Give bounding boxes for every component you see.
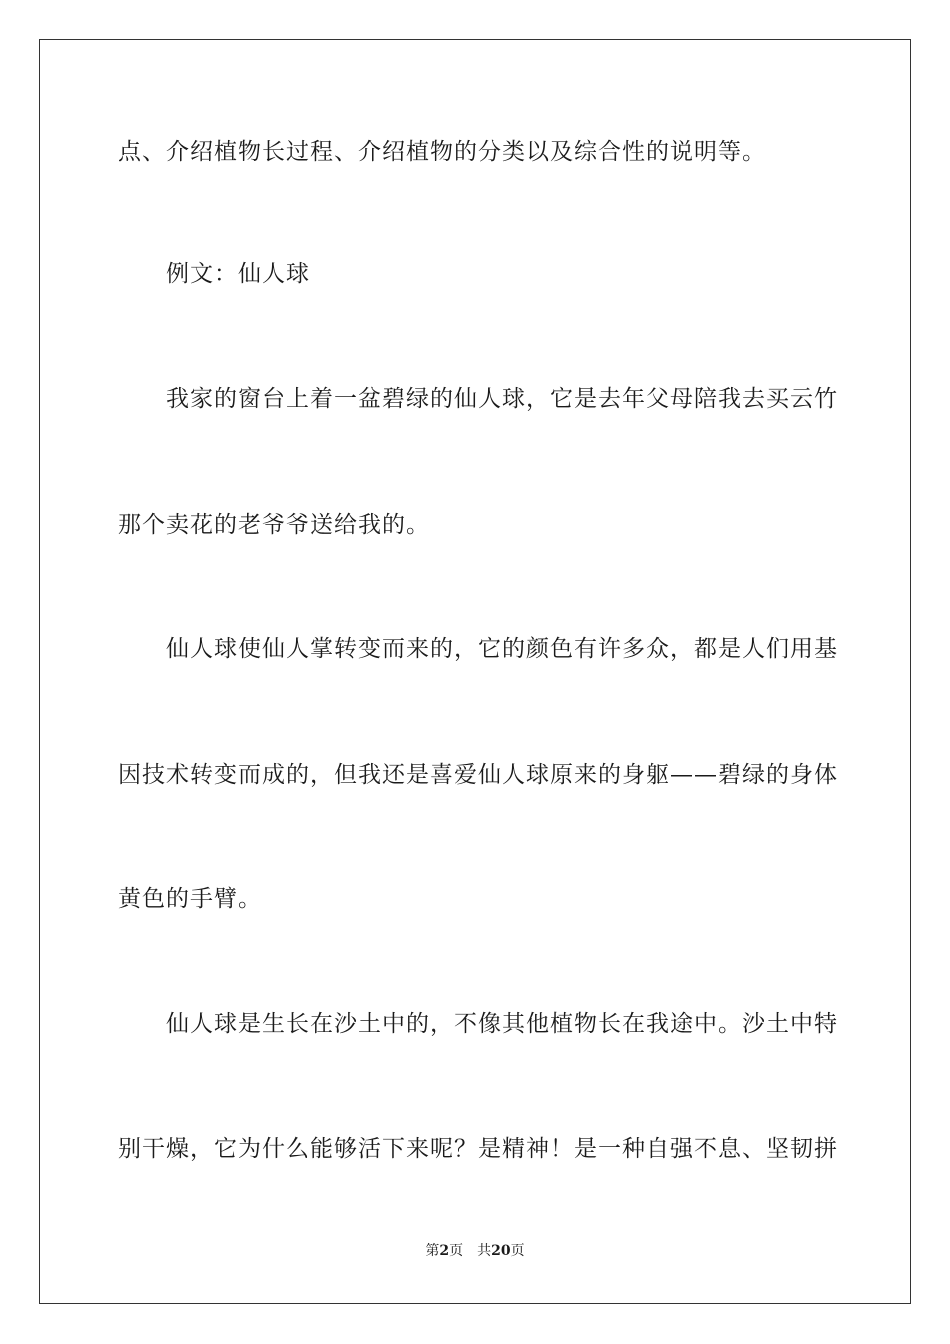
text-line-6: 因技术转变而成的，但我还是喜爱仙人球原来的身躯——碧绿的身体	[118, 762, 838, 788]
text-line-2: 例文：仙人球	[166, 261, 310, 287]
text-line-7: 黄色的手臂。	[118, 886, 262, 912]
footer-total-prefix: 共	[477, 1243, 492, 1259]
text-line-1: 点、介绍植物长过程、介绍植物的分类以及综合性的说明等。	[118, 139, 766, 165]
text-line-5: 仙人球使仙人掌转变而来的，它的颜色有许多众，都是人们用基	[166, 636, 838, 662]
text-line-4: 那个卖花的老爷爷送给我的。	[118, 512, 430, 538]
footer-page-number: 2	[439, 1243, 450, 1259]
text-line-9: 别干燥，它为什么能够活下来呢？是精神！是一种自强不息、坚韧拼	[118, 1136, 838, 1162]
page-footer	[0, 1242, 950, 1260]
text-line-8: 仙人球是生长在沙土中的，不像其他植物长在我途中。沙土中特	[166, 1011, 838, 1037]
page-border	[39, 39, 911, 1304]
footer-total-suffix: 页	[510, 1243, 525, 1259]
text-line-3: 我家的窗台上着一盆碧绿的仙人球，它是去年父母陪我去买云竹	[166, 386, 838, 412]
footer-page-prefix: 第	[425, 1243, 440, 1259]
footer-total-number: 20	[491, 1243, 511, 1259]
footer-page-suffix: 页	[449, 1243, 464, 1259]
